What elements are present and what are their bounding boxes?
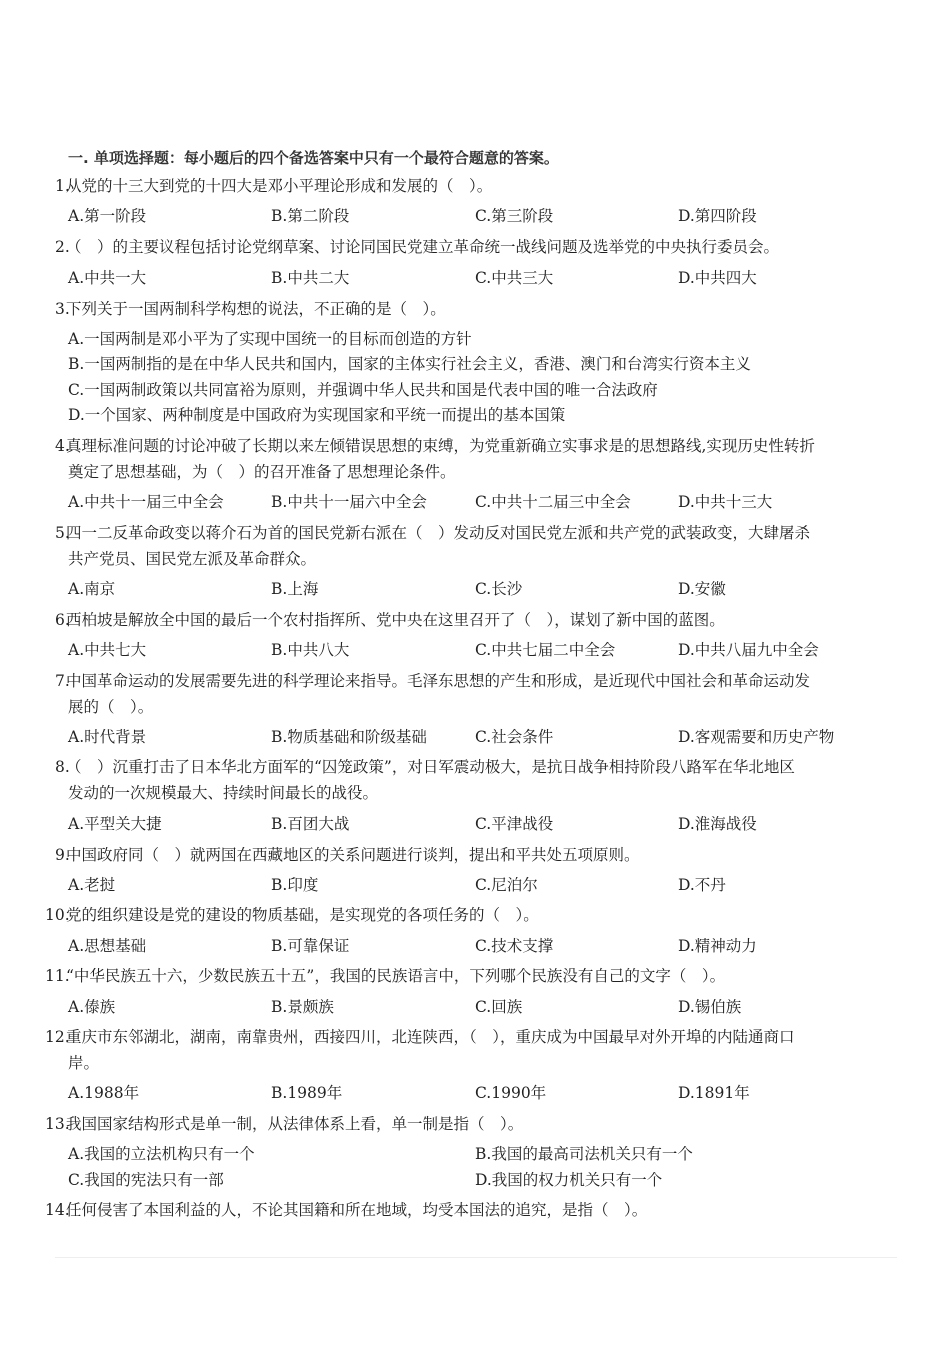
answer-option: C.社会条件 xyxy=(475,728,554,746)
answer-option: C.一国两制政策以共同富裕为原则，并强调中华人民共和国是代表中国的唯一合法政府 xyxy=(68,381,658,399)
answer-option: D.安徽 xyxy=(678,580,726,598)
question-number: 6. xyxy=(55,611,70,629)
page-divider xyxy=(55,1257,897,1258)
question-number: 3. xyxy=(55,300,70,318)
section-header: 一. 单项选择题：每小题后的四个备选答案中只有一个最符合题意的答案。 xyxy=(68,149,559,167)
question-stem: 奠定了思想基础，为（ ）的召开准备了思想理论条件。 xyxy=(68,463,456,481)
answer-option: D.中共八届九中全会 xyxy=(678,641,819,659)
question-number: 13. xyxy=(45,1115,70,1133)
question-number: 9. xyxy=(55,846,70,864)
answer-option: D.精神动力 xyxy=(678,937,757,955)
answer-option: D.一个国家、两种制度是中国政府为实现国家和平统一而提出的基本国策 xyxy=(68,406,566,424)
question-stem: 西柏坡是解放全中国的最后一个农村指挥所、党中央在这里召开了（ ），谋划了新中国的蓝图。 xyxy=(66,611,725,629)
answer-option: B.中共八大 xyxy=(271,641,350,659)
question-stem: 真理标准问题的讨论冲破了长期以来左倾错误思想的束缚，为党重新确立实事求是的思想路线,实现历史性转折 xyxy=(66,437,815,455)
question-number: 12. xyxy=(45,1028,70,1046)
answer-option: C.尼泊尔 xyxy=(475,876,538,894)
question-number: 14. xyxy=(45,1201,70,1219)
question-stem: 任何侵害了本国利益的人，不论其国籍和所在地域，均受本国法的追究，是指（ ）。 xyxy=(66,1201,648,1219)
question-number: 11. xyxy=(45,967,70,985)
question-stem: 下列关于一国两制科学构想的说法，不正确的是（ ）。 xyxy=(66,300,446,318)
answer-option: C.中共七届二中全会 xyxy=(475,641,616,659)
answer-option: C.长沙 xyxy=(475,580,523,598)
question-stem: 党的组织建设是党的建设的物质基础，是实现党的各项任务的（ ）。 xyxy=(66,906,539,924)
answer-option: B.我国的最高司法机关只有一个 xyxy=(475,1145,693,1163)
question-number: 7. xyxy=(55,672,70,690)
answer-option: D.不丹 xyxy=(678,876,726,894)
answer-option: C.第三阶段 xyxy=(475,207,554,225)
question-stem: 中国革命运动的发展需要先进的科学理论来指导。毛泽东思想的产生和形成，是近现代中国社会和革命运动发 xyxy=(66,672,811,690)
question-stem: 从党的十三大到党的十四大是邓小平理论形成和发展的（ ）。 xyxy=(66,177,493,195)
question-number: 1. xyxy=(55,177,70,195)
answer-option: B.物质基础和阶级基础 xyxy=(271,728,427,746)
answer-option: C.1990年 xyxy=(475,1084,547,1102)
question-stem: （ ）的主要议程包括讨论党纲草案、讨论同国民党建立革命统一战线问题及选举党的中央执行委员会。 xyxy=(66,238,780,256)
answer-option: A.老挝 xyxy=(68,876,116,894)
answer-option: D.中共四大 xyxy=(678,269,757,287)
answer-option: D.我国的权力机关只有一个 xyxy=(475,1171,663,1189)
answer-option: B.中共二大 xyxy=(271,269,350,287)
answer-option: D.淮海战役 xyxy=(678,815,757,833)
answer-option: A.傣族 xyxy=(68,998,116,1016)
question-stem: “中华民族五十六，少数民族五十五”，我国的民族语言中，下列哪个民族没有自己的文字（ ）。 xyxy=(66,967,726,985)
answer-option: B.可靠保证 xyxy=(271,937,350,955)
question-stem: 发动的一次规模最大、持续时间最长的战役。 xyxy=(68,784,379,802)
answer-option: C.中共三大 xyxy=(475,269,554,287)
answer-option: B.百团大战 xyxy=(271,815,350,833)
answer-option: A.中共七大 xyxy=(68,641,147,659)
answer-option: D.锡伯族 xyxy=(678,998,742,1016)
question-number: 5. xyxy=(55,524,70,542)
question-stem: 展的（ ）。 xyxy=(68,698,154,716)
question-stem: 岸。 xyxy=(68,1054,100,1072)
question-stem: 四一二反革命政变以蒋介石为首的国民党新右派在（ ）发动反对国民党左派和共产党的武装政变，大肆屠杀 xyxy=(66,524,811,542)
answer-option: A.中共十一届三中全会 xyxy=(68,493,224,511)
answer-option: B.中共十一届六中全会 xyxy=(271,493,427,511)
answer-option: C.我国的宪法只有一部 xyxy=(68,1171,224,1189)
answer-option: C.回族 xyxy=(475,998,523,1016)
question-stem: 重庆市东邻湖北，湖南，南靠贵州，西接四川，北连陕西，（ ），重庆成为中国最早对外开埠的内陆通商口 xyxy=(66,1028,795,1046)
answer-option: A.思想基础 xyxy=(68,937,147,955)
answer-option: C.技术支撑 xyxy=(475,937,554,955)
answer-option: A.我国的立法机构只有一个 xyxy=(68,1145,255,1163)
answer-option: B.一国两制指的是在中华人民共和国内，国家的主体实行社会主义，香港、澳门和台湾实行资本主义 xyxy=(68,355,751,373)
answer-option: B.印度 xyxy=(271,876,319,894)
answer-option: A.南京 xyxy=(68,580,116,598)
answer-option: B.1989年 xyxy=(271,1084,343,1102)
answer-option: A.平型关大捷 xyxy=(68,815,162,833)
answer-option: C.平津战役 xyxy=(475,815,554,833)
question-number: 8. xyxy=(55,758,70,776)
answer-option: A.一国两制是邓小平为了实现中国统一的目标而创造的方针 xyxy=(68,330,472,348)
question-stem: （ ）沉重打击了日本华北方面军的“囚笼政策”，对日军震动极大，是抗日战争相持阶段八路军在华北地区 xyxy=(66,758,795,776)
question-stem: 共产党员、国民党左派及革命群众。 xyxy=(68,550,317,568)
answer-option: D.客观需要和历史产物 xyxy=(678,728,835,746)
question-number: 2. xyxy=(55,238,70,256)
answer-option: A.1988年 xyxy=(68,1084,140,1102)
answer-option: A.中共一大 xyxy=(68,269,147,287)
question-stem: 中国政府同（ ）就两国在西藏地区的关系问题进行谈判，提出和平共处五项原则。 xyxy=(66,846,640,864)
question-number: 4. xyxy=(55,437,70,455)
answer-option: B.景颇族 xyxy=(271,998,334,1016)
answer-option: B.第二阶段 xyxy=(271,207,350,225)
answer-option: D.1891年 xyxy=(678,1084,750,1102)
answer-option: A.时代背景 xyxy=(68,728,147,746)
answer-option: A.第一阶段 xyxy=(68,207,147,225)
answer-option: D.第四阶段 xyxy=(678,207,757,225)
answer-option: C.中共十二届三中全会 xyxy=(475,493,631,511)
answer-option: B.上海 xyxy=(271,580,319,598)
answer-option: D.中共十三大 xyxy=(678,493,773,511)
question-number: 10. xyxy=(45,906,70,924)
question-stem: 我国国家结构形式是单一制，从法律体系上看，单一制是指（ ）。 xyxy=(66,1115,524,1133)
